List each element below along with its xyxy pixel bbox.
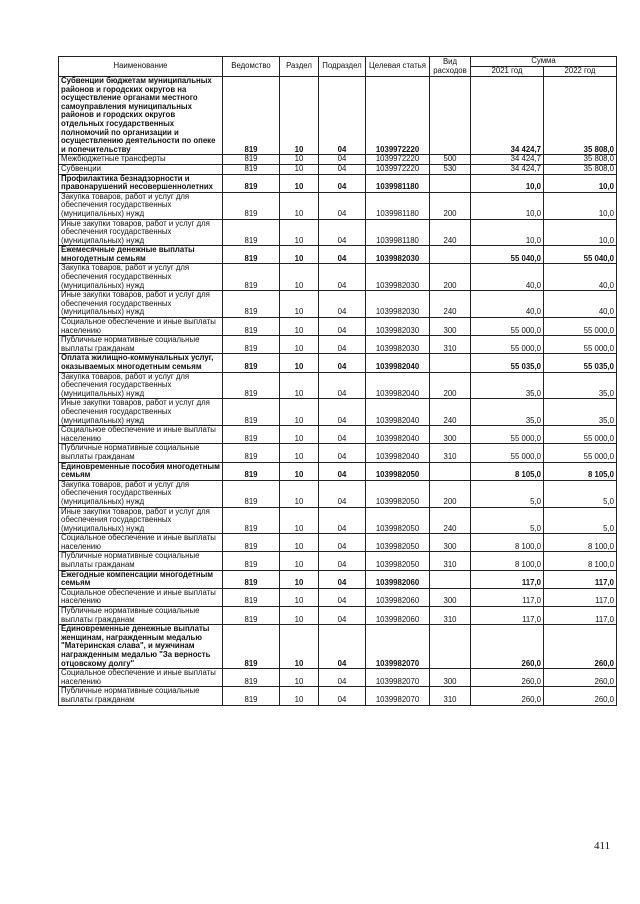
table-row [59,219,617,246]
cell-name: Закупка товаров, работ и услуг для обеспечения государственных (муниципальных) нужд [59,192,223,219]
cell-name: Публичные нормативные социальные выплаты гражданам [59,607,223,625]
cell-y2022: 35 808,0 [544,77,617,155]
cell-name: Ежегодные компенсации многодетным семьям [59,570,223,588]
table-header [59,57,617,77]
cell-kind: 530 [430,164,471,174]
cell-y2022: 35,0 [544,372,617,399]
cell-subsection: 04 [319,174,366,192]
cell-y2021: 260,0 [471,669,544,687]
cell-section: 10 [280,264,319,291]
header-year-2022: 2022 год [544,67,617,77]
table-row [59,174,617,192]
cell-section: 10 [280,625,319,669]
cell-dept: 819 [223,291,280,318]
cell-kind: 200 [430,480,471,507]
cell-section: 10 [280,426,319,444]
cell-dept: 819 [223,164,280,174]
cell-subsection: 04 [319,444,366,462]
cell-y2021: 8 100,0 [471,534,544,552]
cell-name: Иные закупки товаров, работ и услуг для обеспечения государственных (муниципальных) нужд [59,507,223,534]
cell-kind [430,246,471,264]
cell-section: 10 [280,219,319,246]
page-number: 411 [594,840,611,852]
cell-y2021: 5,0 [471,507,544,534]
cell-subsection: 04 [319,192,366,219]
cell-kind: 310 [430,607,471,625]
cell-kind: 240 [430,219,471,246]
cell-section: 10 [280,291,319,318]
cell-subsection: 04 [319,291,366,318]
cell-y2022: 40,0 [544,264,617,291]
cell-section: 10 [280,399,319,426]
cell-kind [430,462,471,480]
header-sum: Сумма [471,57,617,67]
cell-name: Публичные нормативные социальные выплаты гражданам [59,336,223,354]
cell-name: Иные закупки товаров, работ и услуг для обеспечения государственных (муниципальных) нужд [59,219,223,246]
cell-name: Социальное обеспечение и иные выплаты населению [59,669,223,687]
cell-target: 1039982030 [366,264,430,291]
cell-section: 10 [280,687,319,705]
table-row [59,669,617,687]
table-row [59,507,617,534]
cell-y2022: 40,0 [544,291,617,318]
header-name: Наименование [59,57,223,77]
cell-subsection: 04 [319,246,366,264]
cell-dept: 819 [223,669,280,687]
table-row [59,155,617,165]
header-subsection: Подраздел [319,57,366,77]
cell-section: 10 [280,534,319,552]
cell-y2022: 35 808,0 [544,155,617,165]
cell-subsection: 04 [319,399,366,426]
cell-target: 1039982030 [366,318,430,336]
cell-dept: 819 [223,426,280,444]
cell-kind: 310 [430,336,471,354]
cell-target: 1039982060 [366,607,430,625]
table-row [59,444,617,462]
cell-y2022: 55 000,0 [544,444,617,462]
cell-y2021: 5,0 [471,480,544,507]
cell-dept: 819 [223,174,280,192]
cell-subsection: 04 [319,570,366,588]
cell-kind: 310 [430,552,471,570]
cell-y2022: 5,0 [544,507,617,534]
cell-dept: 819 [223,399,280,426]
cell-section: 10 [280,77,319,155]
cell-subsection: 04 [319,552,366,570]
cell-subsection: 04 [319,462,366,480]
cell-y2022: 35,0 [544,399,617,426]
cell-target: 1039981180 [366,192,430,219]
cell-subsection: 04 [319,318,366,336]
cell-target: 1039982040 [366,354,430,372]
cell-name: Иные закупки товаров, работ и услуг для обеспечения государственных (муниципальных) нужд [59,291,223,318]
table-row [59,354,617,372]
table-row [59,164,617,174]
cell-subsection: 04 [319,354,366,372]
table-row [59,480,617,507]
cell-section: 10 [280,318,319,336]
table-row [59,318,617,336]
cell-y2022: 260,0 [544,625,617,669]
cell-target: 1039982030 [366,336,430,354]
cell-target: 1039972220 [366,164,430,174]
cell-dept: 819 [223,444,280,462]
cell-kind: 300 [430,534,471,552]
cell-target: 1039982050 [366,507,430,534]
cell-dept: 819 [223,552,280,570]
cell-section: 10 [280,174,319,192]
cell-kind [430,354,471,372]
cell-y2021: 55 000,0 [471,426,544,444]
cell-subsection: 04 [319,155,366,165]
cell-y2022: 55 040,0 [544,246,617,264]
cell-section: 10 [280,336,319,354]
cell-target: 1039982060 [366,588,430,606]
table-row [59,192,617,219]
cell-kind: 200 [430,192,471,219]
cell-kind: 300 [430,318,471,336]
cell-dept: 819 [223,264,280,291]
cell-dept: 819 [223,192,280,219]
cell-dept: 819 [223,507,280,534]
cell-dept: 819 [223,372,280,399]
header-kind: Вид расходов [430,57,471,77]
cell-kind [430,77,471,155]
table-row [59,588,617,606]
cell-name: Межбюджетные трансферты [59,155,223,165]
cell-y2022: 117,0 [544,607,617,625]
cell-name: Единовременные пособия многодетным семьям [59,462,223,480]
cell-target: 1039982070 [366,669,430,687]
table-row [59,462,617,480]
cell-y2022: 55 000,0 [544,336,617,354]
cell-dept: 819 [223,155,280,165]
table-row [59,534,617,552]
cell-name: Субвенции [59,164,223,174]
cell-section: 10 [280,354,319,372]
cell-y2022: 260,0 [544,687,617,705]
cell-subsection: 04 [319,219,366,246]
cell-name: Публичные нормативные социальные выплаты гражданам [59,552,223,570]
cell-section: 10 [280,444,319,462]
cell-y2021: 10,0 [471,192,544,219]
cell-y2022: 8 105,0 [544,462,617,480]
cell-dept: 819 [223,354,280,372]
table-row [59,625,617,669]
cell-y2021: 34 424,7 [471,164,544,174]
cell-kind: 310 [430,687,471,705]
cell-section: 10 [280,372,319,399]
cell-subsection: 04 [319,669,366,687]
cell-kind: 300 [430,426,471,444]
cell-target: 1039982040 [366,399,430,426]
cell-section: 10 [280,570,319,588]
table-row [59,372,617,399]
cell-name: Ежемесячные денежные выплаты многодетным семьям [59,246,223,264]
cell-y2021: 55 035,0 [471,354,544,372]
cell-target: 1039982050 [366,552,430,570]
cell-y2021: 117,0 [471,588,544,606]
table-row [59,607,617,625]
cell-target: 1039982050 [366,462,430,480]
cell-section: 10 [280,607,319,625]
cell-section: 10 [280,164,319,174]
cell-y2021: 260,0 [471,625,544,669]
cell-y2021: 8 100,0 [471,552,544,570]
cell-y2022: 5,0 [544,480,617,507]
cell-target: 1039982040 [366,444,430,462]
cell-kind: 500 [430,155,471,165]
cell-y2022: 117,0 [544,570,617,588]
cell-subsection: 04 [319,507,366,534]
cell-name: Публичные нормативные социальные выплаты гражданам [59,444,223,462]
table-row [59,291,617,318]
table-row [59,570,617,588]
cell-target: 1039982030 [366,246,430,264]
cell-kind: 300 [430,669,471,687]
cell-target: 1039982060 [366,570,430,588]
cell-section: 10 [280,462,319,480]
cell-y2021: 117,0 [471,607,544,625]
cell-name: Профилактика безнадзорности и правонарушений несовершеннолетних [59,174,223,192]
cell-y2021: 35,0 [471,399,544,426]
cell-dept: 819 [223,625,280,669]
cell-subsection: 04 [319,77,366,155]
cell-name: Социальное обеспечение и иные выплаты населению [59,426,223,444]
cell-dept: 819 [223,336,280,354]
cell-y2021: 40,0 [471,264,544,291]
cell-y2022: 10,0 [544,219,617,246]
cell-y2022: 55 000,0 [544,318,617,336]
cell-y2022: 260,0 [544,669,617,687]
cell-dept: 819 [223,687,280,705]
header-year-2021: 2021 год [471,67,544,77]
cell-name: Социальное обеспечение и иные выплаты населению [59,588,223,606]
cell-target: 1039982040 [366,426,430,444]
header-section: Раздел [280,57,319,77]
cell-name: Субвенции бюджетам муниципальных районов и городских округов на осуществление органами местного самоуправления муниципальных районов и городских округов отдельных государственных полномочий по организации и осуществлению деятельности по опеке и попечительству [59,77,223,155]
cell-y2022: 10,0 [544,192,617,219]
table-row [59,552,617,570]
cell-subsection: 04 [319,164,366,174]
cell-y2022: 117,0 [544,588,617,606]
header-dept: Ведомство [223,57,280,77]
cell-y2021: 35,0 [471,372,544,399]
cell-section: 10 [280,552,319,570]
table-row [59,77,617,155]
cell-name: Закупка товаров, работ и услуг для обеспечения государственных (муниципальных) нужд [59,372,223,399]
cell-subsection: 04 [319,372,366,399]
cell-target: 1039982040 [366,372,430,399]
cell-y2021: 34 424,7 [471,77,544,155]
cell-target: 1039982050 [366,534,430,552]
cell-name: Публичные нормативные социальные выплаты гражданам [59,687,223,705]
cell-name: Оплата жилищно-коммунальных услуг, оказываемых многодетным семьям [59,354,223,372]
cell-kind: 200 [430,372,471,399]
cell-subsection: 04 [319,625,366,669]
cell-dept: 819 [223,607,280,625]
cell-dept: 819 [223,534,280,552]
cell-kind: 240 [430,507,471,534]
cell-target: 1039982050 [366,480,430,507]
cell-dept: 819 [223,588,280,606]
cell-target: 1039972220 [366,155,430,165]
cell-kind: 310 [430,444,471,462]
cell-target: 1039981180 [366,219,430,246]
cell-kind: 240 [430,291,471,318]
cell-y2022: 8 100,0 [544,552,617,570]
table-body [59,77,617,706]
cell-subsection: 04 [319,480,366,507]
cell-dept: 819 [223,462,280,480]
cell-subsection: 04 [319,588,366,606]
budget-table [58,56,617,706]
cell-target: 1039981180 [366,174,430,192]
cell-kind [430,625,471,669]
cell-target: 1039982070 [366,625,430,669]
cell-section: 10 [280,155,319,165]
table-row [59,336,617,354]
cell-y2021: 8 105,0 [471,462,544,480]
cell-y2021: 34 424,7 [471,155,544,165]
cell-kind: 300 [430,588,471,606]
cell-subsection: 04 [319,264,366,291]
cell-dept: 819 [223,77,280,155]
table-row [59,264,617,291]
cell-y2022: 8 100,0 [544,534,617,552]
table-row [59,426,617,444]
header-target: Целевая статья [366,57,430,77]
cell-y2022: 10,0 [544,174,617,192]
cell-section: 10 [280,507,319,534]
cell-section: 10 [280,669,319,687]
cell-section: 10 [280,192,319,219]
cell-y2021: 40,0 [471,291,544,318]
cell-subsection: 04 [319,607,366,625]
cell-y2022: 55 035,0 [544,354,617,372]
cell-y2022: 55 000,0 [544,426,617,444]
cell-section: 10 [280,246,319,264]
cell-section: 10 [280,588,319,606]
cell-dept: 819 [223,480,280,507]
cell-name: Единовременные денежные выплаты женщинам, награжденным медалью "Материнская слава", и мужчинам награжденным медалью "За верность отцовскому долгу" [59,625,223,669]
cell-subsection: 04 [319,534,366,552]
cell-y2021: 10,0 [471,219,544,246]
cell-y2021: 260,0 [471,687,544,705]
cell-name: Закупка товаров, работ и услуг для обеспечения государственных (муниципальных) нужд [59,264,223,291]
cell-kind [430,174,471,192]
cell-y2021: 10,0 [471,174,544,192]
cell-subsection: 04 [319,687,366,705]
cell-kind: 240 [430,399,471,426]
cell-dept: 819 [223,570,280,588]
cell-section: 10 [280,480,319,507]
cell-y2021: 55 000,0 [471,318,544,336]
cell-name: Социальное обеспечение и иные выплаты населению [59,534,223,552]
cell-y2021: 117,0 [471,570,544,588]
cell-y2022: 35 808,0 [544,164,617,174]
cell-dept: 819 [223,246,280,264]
cell-y2021: 55 000,0 [471,336,544,354]
cell-subsection: 04 [319,426,366,444]
table-row [59,687,617,705]
cell-name: Социальное обеспечение и иные выплаты населению [59,318,223,336]
cell-name: Иные закупки товаров, работ и услуг для обеспечения государственных (муниципальных) нужд [59,399,223,426]
table-row [59,246,617,264]
cell-kind: 200 [430,264,471,291]
cell-subsection: 04 [319,336,366,354]
table-row [59,399,617,426]
cell-target: 1039982030 [366,291,430,318]
cell-target: 1039972220 [366,77,430,155]
cell-dept: 819 [223,318,280,336]
cell-dept: 819 [223,219,280,246]
cell-y2021: 55 000,0 [471,444,544,462]
cell-kind [430,570,471,588]
cell-target: 1039982070 [366,687,430,705]
cell-y2021: 55 040,0 [471,246,544,264]
cell-name: Закупка товаров, работ и услуг для обеспечения государственных (муниципальных) нужд [59,480,223,507]
